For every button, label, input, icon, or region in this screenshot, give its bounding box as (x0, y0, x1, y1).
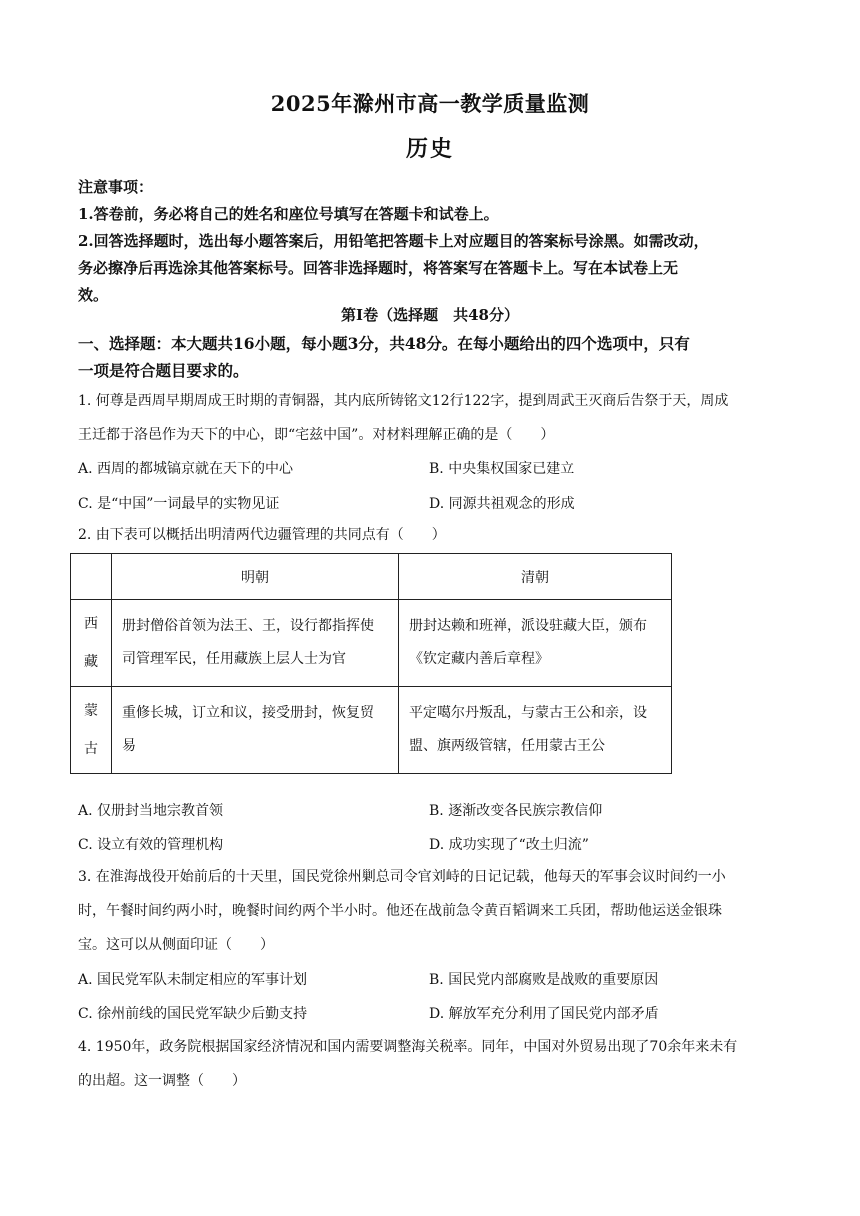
row-label-char: 蒙 (84, 703, 98, 719)
section-intro-line1: 一、选择题：本大题共16小题，每小题3分，共48分。在每小题给出的四个选项中，只有 (78, 334, 690, 353)
cell-line: 司管理军民，任用藏族上层人士为官 (122, 651, 346, 667)
q2-option-a: A. 仅册封当地宗教首领 (78, 803, 224, 819)
cell-line: 易 (122, 738, 136, 754)
table-corner-cell (71, 554, 112, 600)
question-4-stem (78, 1030, 790, 1098)
comparison-table (70, 553, 672, 774)
notes-block (78, 174, 790, 309)
notes-item-2-line1: 2.回答选择题时，选出每小题答案后，用铅笔把答题卡上对应题目的答案标号涂黑。如需改动， (78, 232, 709, 250)
cell-line: 《钦定藏内善后章程》 (409, 651, 549, 667)
question-2-stem (78, 518, 790, 552)
cell-line: 册封达赖和班禅，派设驻藏大臣，颁布 (409, 618, 647, 634)
q3-option-d: D. 解放军充分利用了国民党内部矛盾 (429, 1006, 659, 1022)
cell-mongolia-ming (112, 687, 399, 774)
section-intro (78, 330, 790, 384)
notes-heading: 注意事项： (78, 178, 154, 196)
row-label-char: 藏 (84, 654, 98, 670)
row-label-mongolia (71, 687, 112, 774)
section-intro-line2: 一项是符合题目要求的。 (78, 361, 249, 380)
cell-line: 册封僧俗首领为法王、王，设行都指挥使 (122, 618, 374, 634)
cell-mongolia-qing (399, 687, 672, 774)
notes-item-2-line2: 务必擦净后再选涂其他答案标号。回答非选择题时，将答案写在答题卡上。写在本试卷上无 (78, 259, 679, 277)
row-label-char: 古 (84, 741, 98, 757)
notes-item-2-line3: 效。 (78, 286, 109, 304)
cell-tibet-qing (399, 600, 672, 687)
question-3-stem (78, 860, 790, 962)
row-label-tibet (71, 600, 112, 687)
table-header-ming: 明朝 (112, 554, 399, 600)
q2-option-b: B. 逐渐改变各民族宗教信仰 (429, 803, 603, 819)
row-label-char: 西 (84, 616, 98, 632)
exam-subject: 历史 (405, 136, 454, 162)
question-4-line1: 4. 1950年，政务院根据国家经济情况和国内需要调整海关税率。同年，中国对外贸易出现了70余年来未有 (78, 1039, 738, 1055)
question-3-line3: 宝。这可以从侧面印证（ ） (78, 937, 274, 953)
question-3-line1: 3. 在淮海战役开始前后的十天里，国民党徐州剿总司令官刘峙的日记记载，他每天的军事会议时间约一小 (78, 869, 726, 885)
cell-tibet-ming (112, 600, 399, 687)
question-1-line1: 1. 何尊是西周早期周成王时期的青铜器，其内底所铸铭文12行122字，提到周武王灭商后告祭于天，周成 (78, 393, 729, 409)
section-title: 第Ⅰ卷（选择题 共48分） (341, 306, 519, 324)
question-2-line1: 2. 由下表可以概括出明清两代边疆管理的共同点有（ ） (78, 527, 446, 543)
cell-line: 平定噶尔丹叛乱，与蒙古王公和亲，设 (409, 705, 647, 721)
q3-option-c: C. 徐州前线的国民党军缺少后勤支持 (78, 1006, 308, 1022)
q1-option-b: B. 中央集权国家已建立 (429, 461, 575, 477)
table-header-row (71, 554, 672, 600)
q2-option-d: D. 成功实现了“改土归流” (429, 837, 589, 853)
cell-line: 重修长城，订立和议，接受册封，恢复贸 (122, 705, 374, 721)
question-4-line2: 的出超。这一调整（ ） (78, 1073, 246, 1089)
table-row (71, 687, 672, 774)
cell-line: 盟、旗两级管辖，任用蒙古王公 (409, 738, 605, 754)
q1-option-a: A. 西周的都城镐京就在天下的中心 (78, 461, 294, 477)
q3-option-a: A. 国民党军队未制定相应的军事计划 (78, 972, 308, 988)
question-3-line2: 时，午餐时间约两小时，晚餐时间约两个半小时。他还在战前急令黄百韬调来工兵团，帮助他运送金银珠 (78, 903, 722, 919)
q2-option-c: C. 设立有效的管理机构 (78, 837, 224, 853)
question-1-stem (78, 384, 790, 452)
table-header-qing: 清朝 (399, 554, 672, 600)
q1-option-c: C. 是“中国”一词最早的实物见证 (78, 496, 280, 512)
exam-title: 2025年滁州市高一教学质量监测 (270, 91, 590, 116)
table-row (71, 600, 672, 687)
notes-item-1: 1.答卷前，务必将自己的姓名和座位号填写在答题卡和试卷上。 (78, 205, 499, 223)
q3-option-b: B. 国民党内部腐败是战败的重要原因 (429, 972, 659, 988)
q1-option-d: D. 同源共祖观念的形成 (429, 496, 575, 512)
question-1-line2: 王迁都于洛邑作为天下的中心，即“宅兹中国”。对材料理解正确的是（ ） (78, 427, 555, 443)
